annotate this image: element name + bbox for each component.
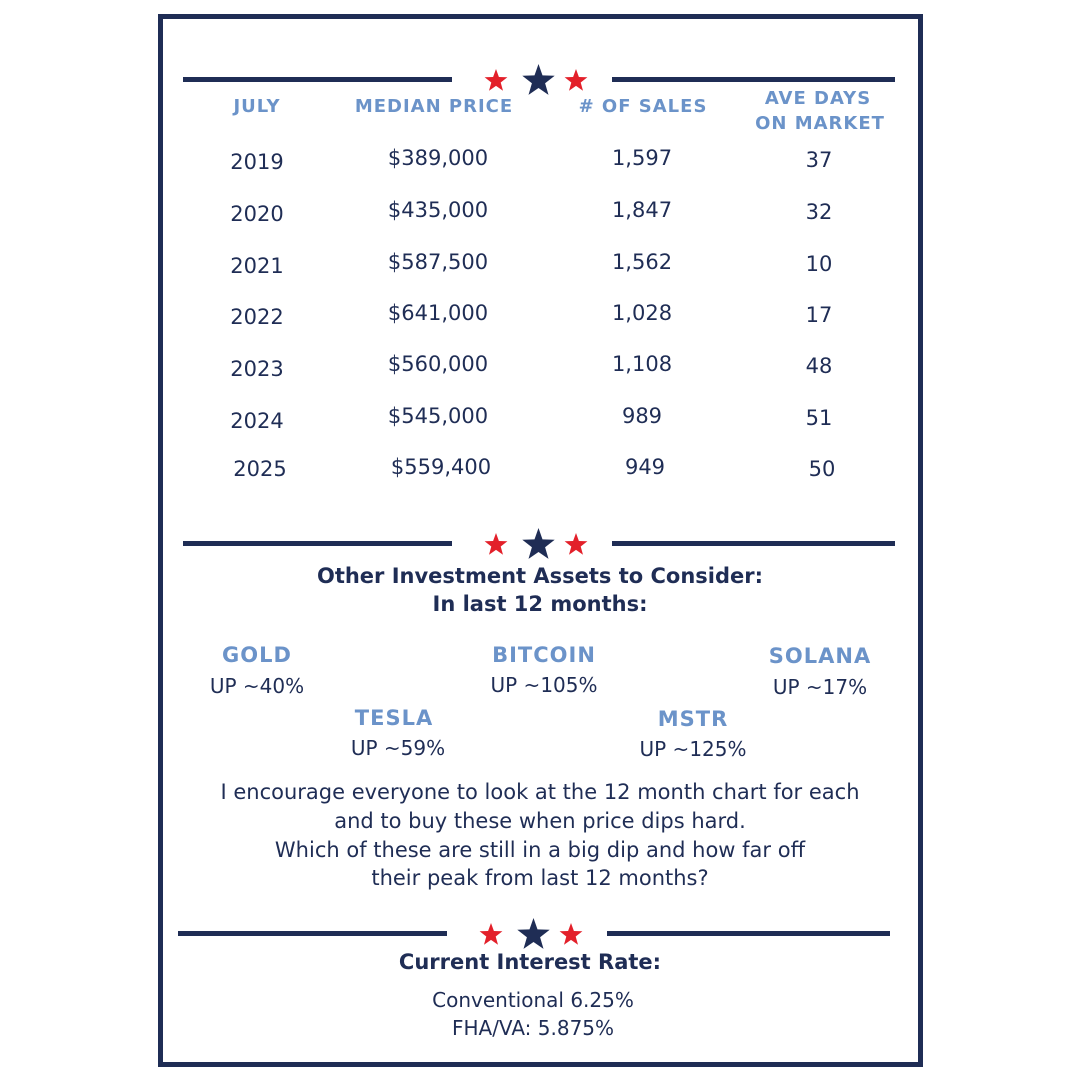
asset-name: MSTR (657, 707, 729, 731)
advice-line-4: their peak from last 12 months? (371, 866, 709, 890)
navy-star-icon (517, 918, 549, 949)
cell-year: 2024 (230, 409, 284, 433)
investments-title-line1: Other Investment Assets to Consider: (316, 564, 764, 588)
cell-price: $587,500 (387, 250, 489, 274)
rate-fha-va: FHA/VA: 5.875% (451, 1016, 615, 1040)
cell-sales: 949 (624, 455, 666, 479)
cell-days: 51 (805, 406, 833, 430)
navy-star-icon (522, 64, 554, 95)
cell-sales: 1,597 (611, 146, 673, 170)
asset-name: BITCOIN (492, 643, 596, 667)
red-star-icon (480, 923, 503, 945)
header-median-price: MEDIAN PRICE (354, 96, 514, 117)
cell-year: 2025 (233, 457, 287, 481)
cell-sales: 989 (621, 404, 663, 428)
cell-price: $435,000 (387, 198, 489, 222)
advice-line-3: Which of these are still in a big dip and how far off (274, 838, 806, 862)
rate-conventional: Conventional 6.25% (432, 988, 634, 1012)
asset-change: UP ~125% (639, 737, 747, 761)
divider-middle (0, 524, 1080, 564)
red-star-icon (565, 69, 588, 91)
cell-days: 32 (805, 200, 833, 224)
asset-name: GOLD (222, 643, 292, 667)
advice-line-1: I encourage everyone to look at the 12 month chart for each (220, 780, 860, 804)
advice-line-2: and to buy these when price dips hard. (334, 809, 746, 833)
header-sales: # OF SALES (578, 96, 708, 117)
cell-year: 2020 (230, 202, 284, 226)
header-days-line1: AVE DAYS (764, 88, 872, 109)
cell-price: $545,000 (387, 404, 489, 428)
cell-sales: 1,028 (611, 301, 673, 325)
cell-days: 37 (805, 148, 833, 172)
asset-change: UP ~59% (350, 736, 446, 760)
cell-days: 50 (808, 457, 836, 481)
header-days-line2: ON MARKET (755, 113, 885, 134)
cell-days: 17 (805, 303, 833, 327)
red-star-icon (565, 533, 588, 555)
navy-star-icon (522, 528, 554, 559)
red-star-icon (485, 533, 508, 555)
cell-sales: 1,562 (611, 250, 673, 274)
cell-sales: 1,847 (611, 198, 673, 222)
asset-name: TESLA (354, 706, 434, 730)
investments-title-line2: In last 12 months: (432, 592, 648, 616)
red-star-icon (485, 69, 508, 91)
cell-year: 2023 (230, 357, 284, 381)
asset-name: SOLANA (768, 644, 872, 668)
cell-year: 2022 (230, 305, 284, 329)
cell-year: 2019 (230, 150, 284, 174)
asset-change: UP ~105% (490, 673, 598, 697)
divider-stars (0, 524, 1080, 564)
divider-stars (0, 60, 1080, 100)
interest-title: Current Interest Rate: (398, 950, 662, 974)
cell-price: $389,000 (387, 146, 489, 170)
asset-change: UP ~40% (209, 674, 305, 698)
header-month: JULY (233, 96, 281, 117)
divider-top (0, 60, 1080, 100)
cell-price: $560,000 (387, 352, 489, 376)
cell-price: $559,400 (390, 455, 492, 479)
cell-days: 10 (805, 252, 833, 276)
cell-price: $641,000 (387, 301, 489, 325)
cell-days: 48 (805, 354, 833, 378)
asset-change: UP ~17% (772, 675, 868, 699)
red-star-icon (560, 923, 583, 945)
cell-year: 2021 (230, 254, 284, 278)
cell-sales: 1,108 (611, 352, 673, 376)
